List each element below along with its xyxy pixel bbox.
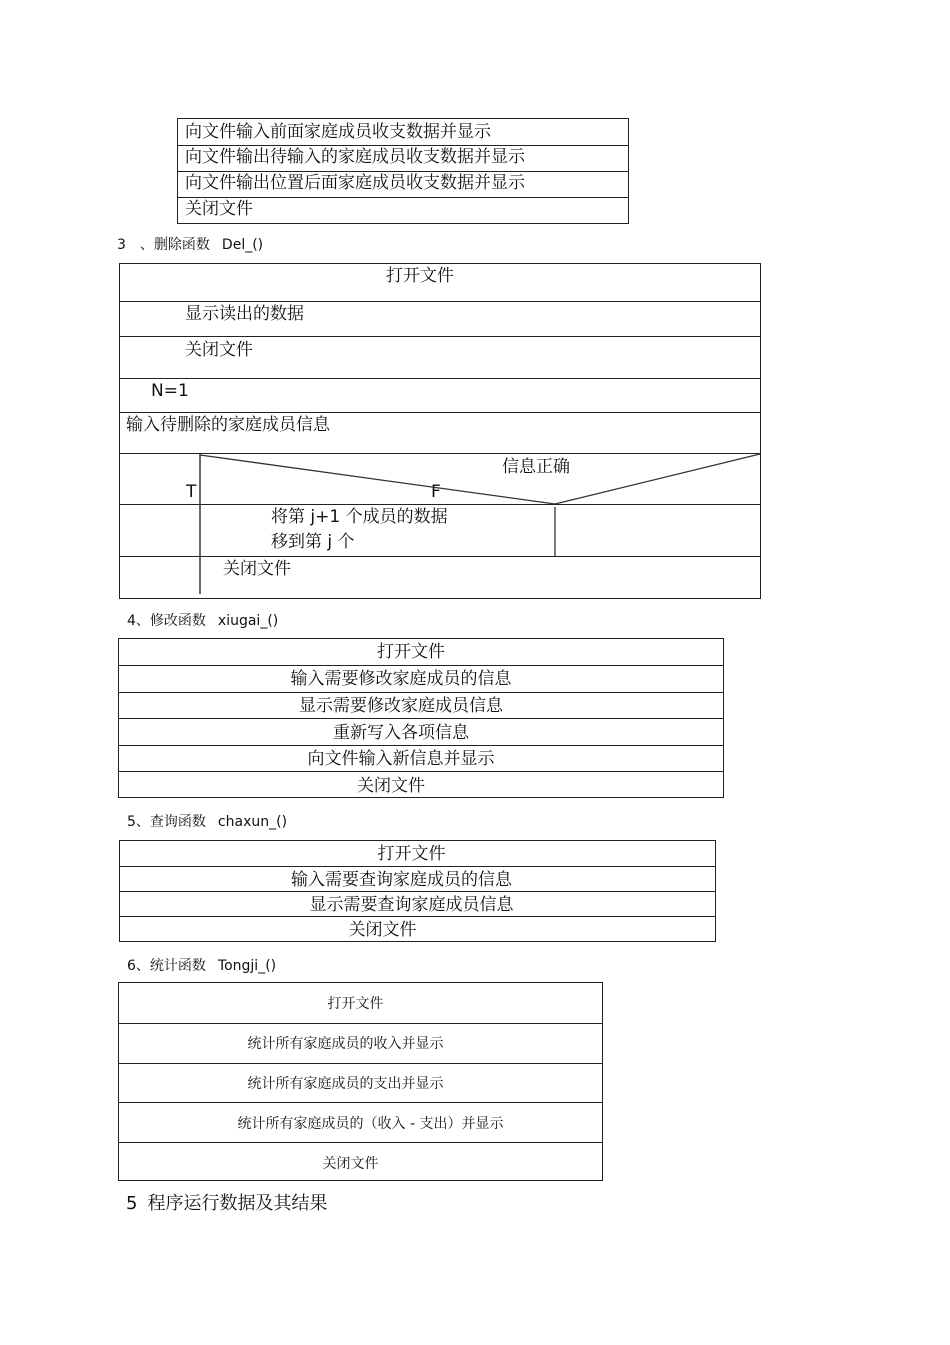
table-top-continuation [177, 118, 629, 224]
table-row: 统计所有家庭成员的收入并显示 [247, 1036, 444, 1052]
table-row: 输入需要修改家庭成员的信息 [290, 669, 512, 689]
n-init-step: N=1 [151, 381, 189, 401]
table-row: 统计所有家庭成员的（收入 - 支出）并显示 [237, 1116, 504, 1132]
open-file-step: 打开文件 [386, 266, 454, 286]
close-file-step-2: 关闭文件 [223, 559, 291, 579]
table-row: 向文件输入新信息并显示 [307, 749, 495, 769]
section-heading-del: 3 、删除函数 Del_() [117, 237, 264, 253]
chaxun-table [119, 840, 716, 942]
section-heading-results: 5 程序运行数据及其结果 [126, 1193, 328, 1214]
table-row: 关闭文件 [185, 199, 253, 219]
del-flowchart [119, 263, 761, 599]
table-row: 打开文件 [377, 844, 446, 864]
table-row: 重新写入各项信息 [333, 723, 469, 743]
table-row: 关闭文件 [357, 776, 425, 796]
table-row: 打开文件 [327, 996, 384, 1012]
true-label: T [186, 482, 197, 502]
condition-label: 信息正确 [502, 457, 570, 477]
table-row: 向文件输出位置后面家庭成员收支数据并显示 [185, 173, 525, 193]
table-row: 关闭文件 [322, 1156, 379, 1172]
table-row: 显示需要查询家庭成员信息 [309, 895, 514, 915]
table-row: 统计所有家庭成员的支出并显示 [247, 1076, 444, 1092]
section-heading-tongji: 6、统计函数 Tongji_() [127, 958, 277, 974]
table-row: 向文件输出待输入的家庭成员收支数据并显示 [185, 147, 525, 167]
false-label: F [431, 482, 441, 502]
tongji-table [118, 982, 603, 1181]
table-row: 向文件输入前面家庭成员收支数据并显示 [185, 122, 491, 142]
table-row: 输入需要查询家庭成员的信息 [291, 870, 512, 890]
show-data-step: 显示读出的数据 [185, 304, 304, 324]
move-data-line1: 将第 j+1 个成员的数据 [271, 507, 448, 527]
close-file-step: 关闭文件 [185, 340, 253, 360]
table-row: 关闭文件 [348, 920, 417, 940]
xiugai-table [118, 638, 724, 798]
section-heading-chaxun: 5、查询函数 chaxun_() [127, 814, 288, 830]
table-row: 显示需要修改家庭成员信息 [299, 696, 503, 716]
decision-lines [120, 264, 762, 600]
move-data-line2: 移到第 j 个 [271, 532, 355, 552]
table-row: 打开文件 [377, 642, 445, 662]
input-delete-step: 输入待删除的家庭成员信息 [126, 415, 330, 435]
section-heading-xiugai: 4、修改函数 xiugai_() [127, 613, 279, 629]
